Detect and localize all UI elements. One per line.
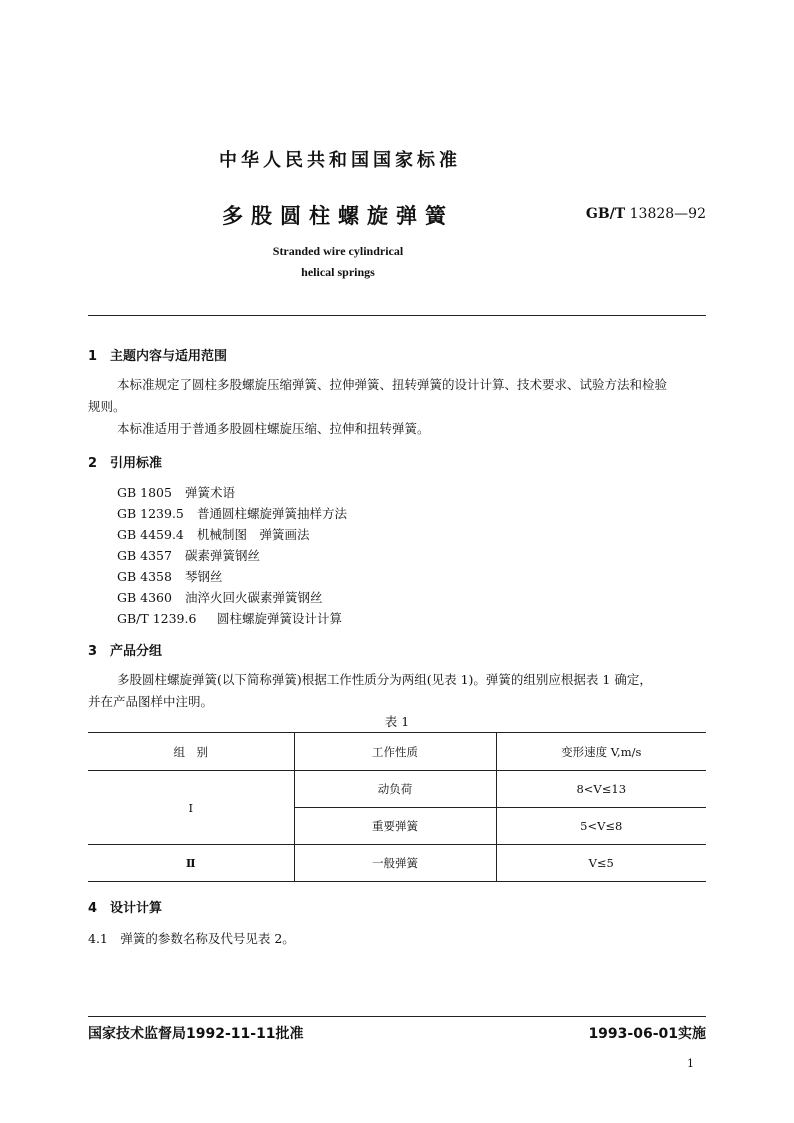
reference-title: 机械制图 弹簧画法	[197, 527, 310, 542]
reference-item	[117, 609, 342, 627]
reference-item	[117, 483, 235, 501]
section1-para2: 本标准适用于普通多股圆柱螺旋压缩、拉伸和扭转弹簧。	[117, 421, 430, 436]
table1	[88, 732, 706, 882]
section4-heading: 4 设计计算	[88, 901, 163, 916]
table-header-group: 组 别	[88, 733, 294, 771]
reference-title: 圆柱螺旋弹簧设计计算	[217, 611, 343, 626]
reference-item	[117, 567, 223, 585]
reference-code: GB 1805	[117, 485, 172, 500]
reference-code: GB/T 1239.6	[117, 611, 197, 626]
reference-item	[117, 588, 323, 606]
group-cell: Ⅱ	[88, 845, 294, 882]
reference-title: 普通圆柱螺旋弹簧抽样方法	[197, 506, 348, 521]
table-header-row	[88, 733, 706, 771]
speed-cell: 5<V≤8	[496, 808, 706, 845]
table-header-nature: 工作性质	[294, 733, 496, 771]
reference-code: GB 4357	[117, 548, 172, 563]
table-row	[88, 771, 706, 808]
section2-heading: 2 引用标准	[88, 456, 163, 471]
english-title-line1: Stranded wire cylindrical	[272, 244, 404, 258]
group-cell: Ⅰ	[88, 771, 294, 845]
reference-item	[117, 525, 310, 543]
reference-item	[117, 504, 347, 522]
reference-title: 弹簧术语	[185, 485, 236, 500]
speed-cell: 8<V≤13	[496, 771, 706, 808]
reference-title: 碳素弹簧钢丝	[185, 548, 261, 563]
reference-item	[117, 546, 260, 564]
table1-caption: 表 1	[384, 714, 410, 729]
section1-para1-line2: 规则。	[88, 399, 126, 414]
standard-code	[586, 206, 706, 222]
section1-para1-line1: 本标准规定了圆柱多股螺旋压缩弹簧、拉伸弹簧、扭转弹簧的设计计算、技术要求、试验方法和检验	[117, 377, 668, 392]
nature-cell: 重要弹簧	[294, 808, 496, 845]
reference-title: 琴钢丝	[185, 569, 223, 584]
reference-code: GB 4358	[117, 569, 172, 584]
section1-heading: 1 主题内容与适用范围	[88, 349, 228, 364]
nature-cell: 一般弹簧	[294, 845, 496, 882]
table-header-speed: 变形速度 V,m/s	[496, 733, 706, 771]
page-number: 1	[687, 1057, 694, 1070]
table-row	[88, 845, 706, 882]
document-title: 多股圆柱螺旋弹簧	[222, 204, 454, 228]
speed-cell: V≤5	[496, 845, 706, 882]
approval-line: 国家技术监督局1992-11-11批准	[88, 1026, 304, 1042]
clause-4-1: 4.1 弹簧的参数名称及代号见表 2。	[88, 931, 295, 946]
implementation-line: 1993-06-01实施	[588, 1026, 706, 1042]
reference-code: GB 4459.4	[117, 527, 184, 542]
section3-para-line1: 多股圆柱螺旋弹簧(以下简称弹簧)根据工作性质分为两组(见表 1)。弹簧的组别应根据表 1 确定，	[117, 672, 652, 687]
standard-code-prefix: GB/T	[585, 206, 626, 222]
section3-heading: 3 产品分组	[88, 644, 163, 659]
header-divider	[88, 315, 706, 316]
reference-title: 油淬火回火碳素弹簧钢丝	[185, 590, 323, 605]
section3-para-line2: 并在产品图样中注明。	[88, 694, 214, 709]
standard-code-number: 13828—92	[629, 206, 706, 222]
nature-cell: 动负荷	[294, 771, 496, 808]
national-standard-heading: 中华人民共和国国家标准	[219, 150, 461, 171]
english-title-line2: helical springs	[301, 265, 375, 279]
footer-divider	[88, 1016, 706, 1017]
reference-code: GB 4360	[117, 590, 172, 605]
reference-code: GB 1239.5	[117, 506, 184, 521]
